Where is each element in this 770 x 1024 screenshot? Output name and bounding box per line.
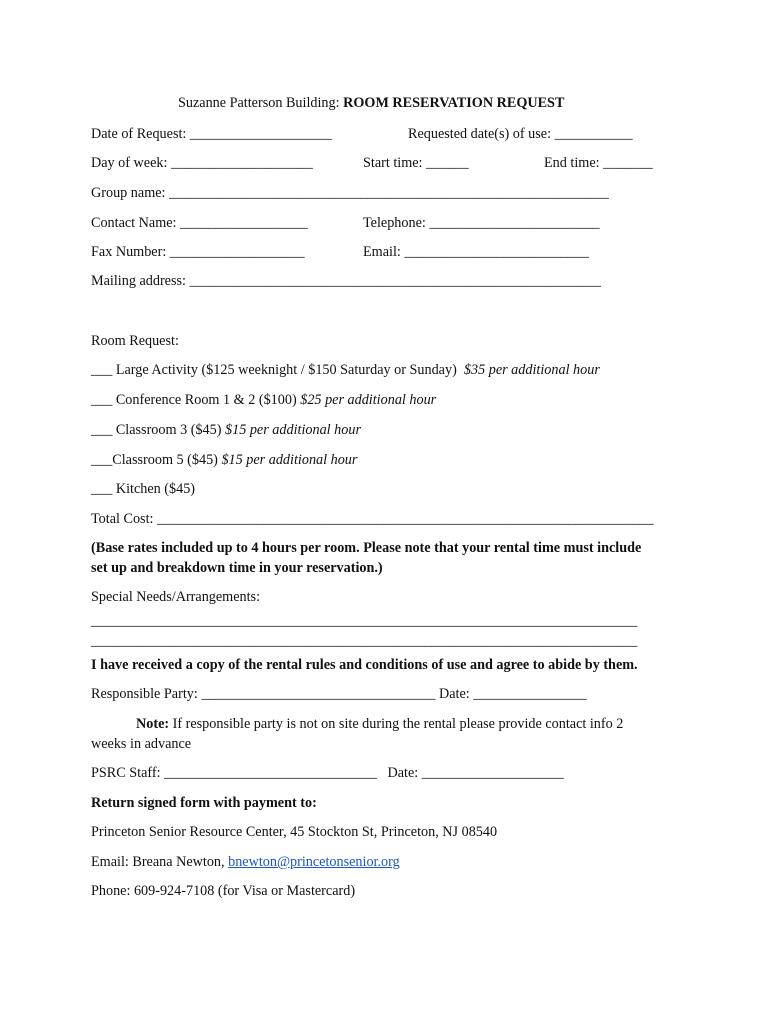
room-request-heading: Room Request:: [91, 333, 179, 349]
form-title: [178, 94, 564, 112]
room-option-classroom-3[interactable]: [91, 421, 361, 439]
return-phone: Phone: 609-924-7108 (for Visa or Mastercard): [91, 883, 356, 899]
room-option-text: ___ Classroom 3 ($45): [91, 422, 225, 438]
form-title-bold: ROOM RESERVATION REQUEST: [343, 95, 565, 111]
return-email: [91, 853, 400, 871]
room-option-text: ___ Large Activity ($125 weeknight / $150 Saturday or Sunday): [91, 362, 464, 378]
room-option-extra: $25 per additional hour: [300, 392, 437, 408]
fax-number-field[interactable]: Fax Number: ___________________: [91, 244, 305, 260]
note-text: If responsible party is not on site during the rental please provide contact info 2: [169, 716, 624, 732]
room-option-extra: $15 per additional hour: [221, 452, 358, 468]
responsible-party-note-continued: weeks in advance: [91, 736, 192, 752]
contact-name-field[interactable]: Contact Name: __________________: [91, 215, 308, 231]
agreement-statement: I have received a copy of the rental rules and conditions of use and agree to abide by them.: [91, 657, 638, 673]
email-link[interactable]: bnewton@princetonsenior.org: [228, 854, 400, 870]
return-address: Princeton Senior Resource Center, 45 Stockton St, Princeton, NJ 08540: [91, 824, 498, 840]
return-email-label: Email: Breana Newton,: [91, 854, 229, 870]
start-time-field[interactable]: Start time: ______: [363, 155, 469, 171]
telephone-field[interactable]: Telephone: ________________________: [363, 215, 600, 231]
room-option-conference-room[interactable]: [91, 391, 436, 409]
special-needs-line-1[interactable]: _____________________________________________________________________________: [91, 613, 638, 629]
note-label: Note:: [136, 716, 170, 732]
day-of-week-field[interactable]: Day of week: ____________________: [91, 155, 313, 171]
base-rates-note-line2: set up and breakdown time in your reservation.): [91, 560, 383, 576]
room-option-extra: $35 per additional hour: [463, 362, 600, 378]
date-of-request-field[interactable]: Date of Request: ____________________: [91, 126, 332, 142]
base-rates-note-line1: (Base rates included up to 4 hours per room. Please note that your rental time must include: [91, 540, 642, 556]
end-time-field[interactable]: End time: _______: [544, 155, 653, 171]
special-needs-line-2[interactable]: _____________________________________________________________________________: [91, 633, 638, 649]
responsible-party-field[interactable]: Responsible Party: _________________________________ Date: ________________: [91, 686, 587, 702]
return-heading: Return signed form with payment to:: [91, 795, 317, 811]
group-name-field[interactable]: Group name: ______________________________________________________________: [91, 185, 609, 201]
mailing-address-field[interactable]: Mailing address: __________________________________________________________: [91, 273, 601, 289]
room-option-text: ___ Kitchen ($45): [91, 481, 196, 497]
room-option-classroom-5[interactable]: [91, 451, 357, 469]
room-option-kitchen[interactable]: [91, 480, 195, 498]
special-needs-label: Special Needs/Arrangements:: [91, 589, 261, 605]
total-cost-field[interactable]: Total Cost: ______________________________________________________________________: [91, 511, 654, 527]
form-title-prefix: Suzanne Patterson Building:: [178, 95, 344, 111]
email-field[interactable]: Email: __________________________: [363, 244, 589, 260]
psrc-staff-field[interactable]: PSRC Staff: ______________________________ Date: ____________________: [91, 765, 564, 781]
responsible-party-note: [136, 715, 623, 733]
room-option-large-activity[interactable]: [91, 361, 600, 379]
room-option-text: ___Classroom 5 ($45): [91, 452, 222, 468]
room-option-extra: $15 per additional hour: [225, 422, 361, 438]
room-option-text: ___ Conference Room 1 & 2 ($100): [91, 392, 301, 408]
requested-dates-field[interactable]: Requested date(s) of use: ___________: [408, 126, 633, 142]
